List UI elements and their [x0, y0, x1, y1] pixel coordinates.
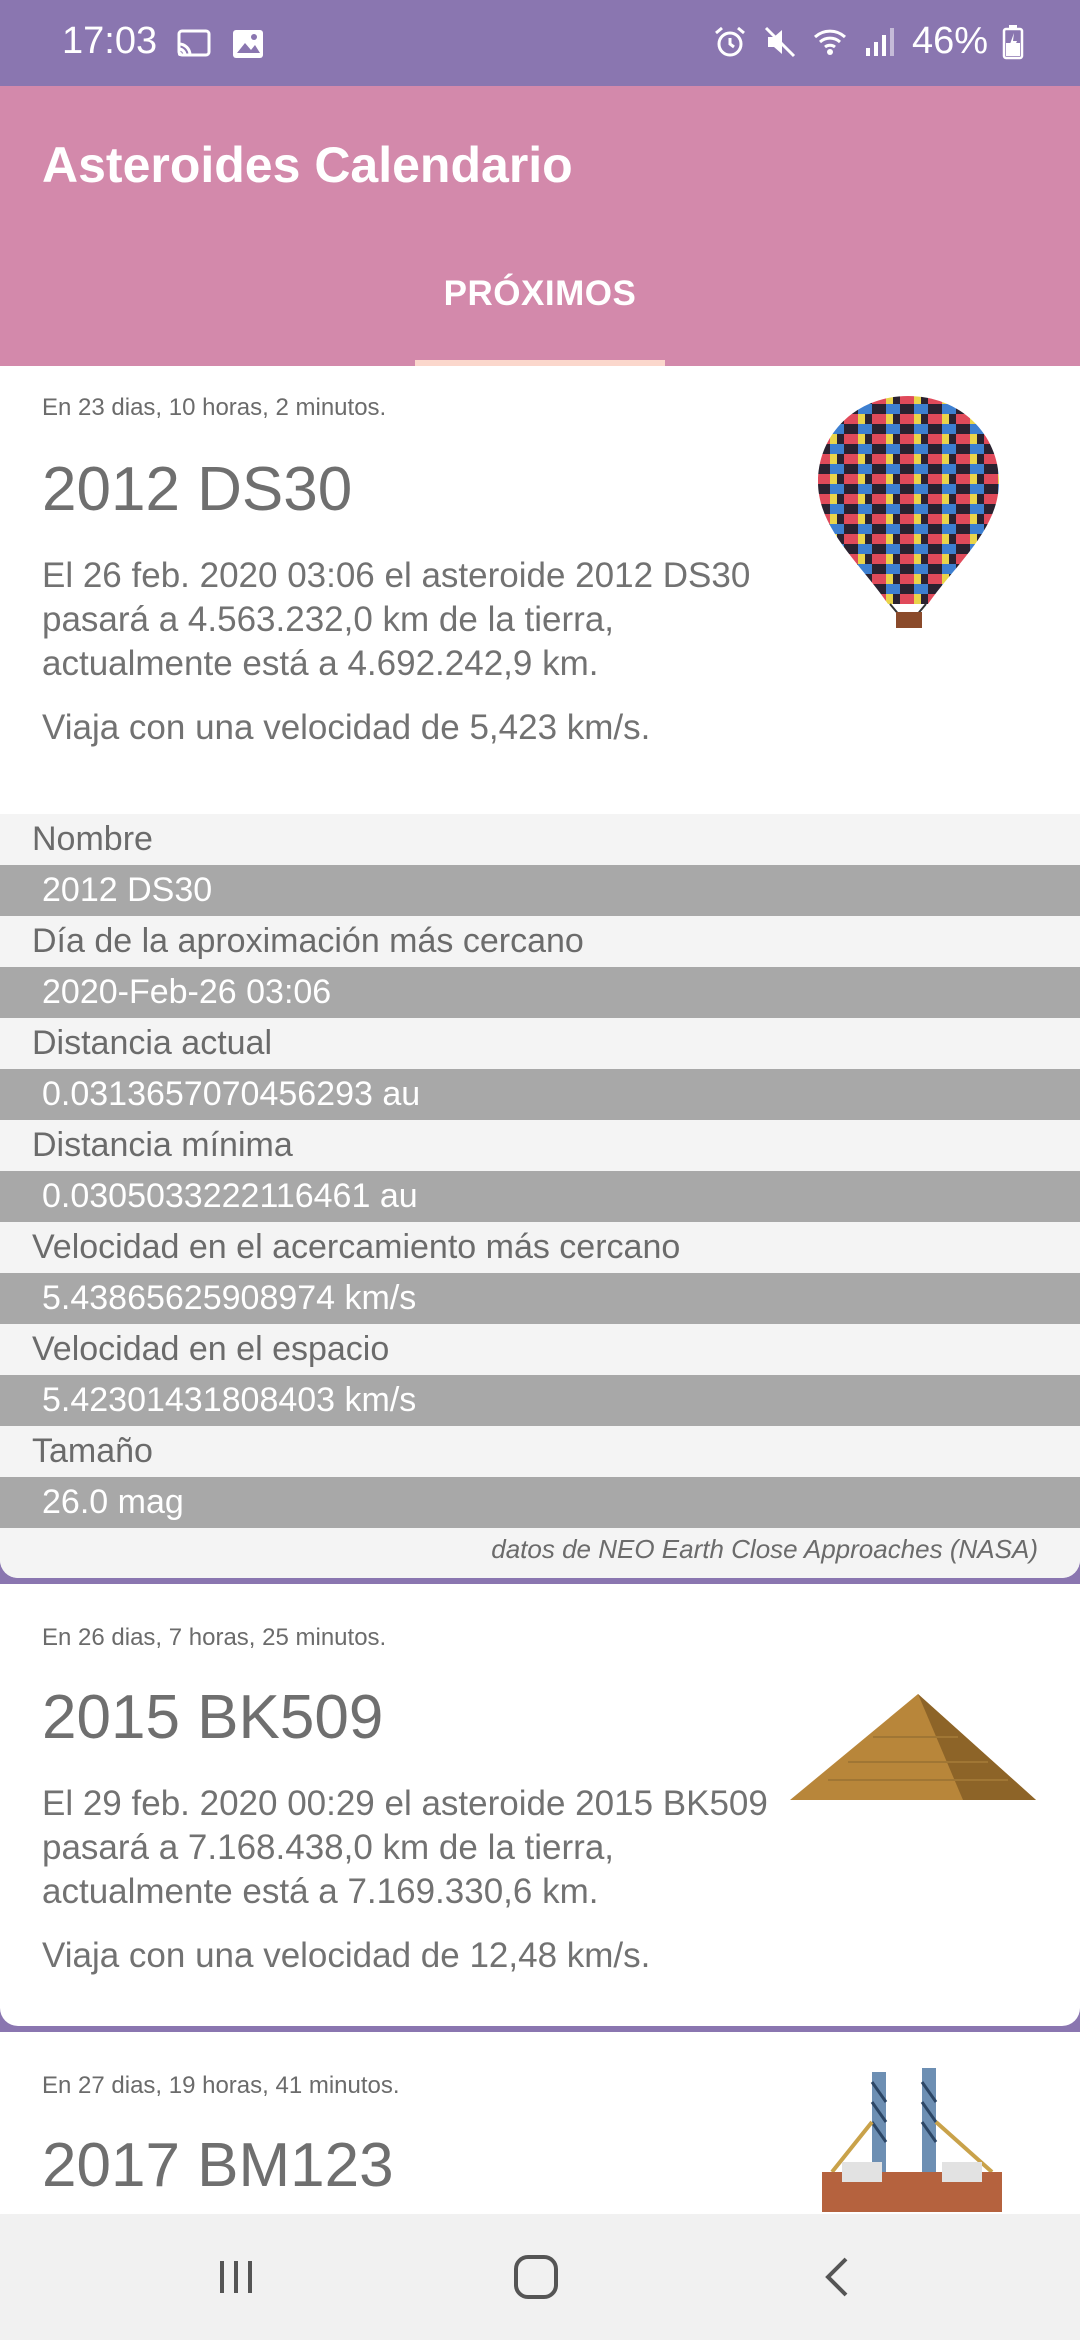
mute-icon: [762, 24, 798, 60]
app-bar: [0, 86, 1080, 366]
battery-percent: 46%: [911, 20, 988, 62]
back-button[interactable]: [800, 2242, 880, 2312]
detail-label: Tamaño: [0, 1426, 1080, 1477]
oil-rig-image: [812, 2062, 1012, 2214]
navigation-bar: [0, 2214, 1080, 2340]
detail-label: Nombre: [0, 814, 1080, 865]
detail-value: 26.0 mag: [0, 1477, 1080, 1528]
hot-air-balloon-image: [816, 394, 1001, 635]
card-speed: Viaja con una velocidad de 5,423 km/s.: [42, 708, 651, 747]
detail-value: 0.0305033222116461 au: [0, 1171, 1080, 1222]
pyramid-image: [788, 1692, 1038, 1807]
detail-label: Distancia actual: [0, 1018, 1080, 1069]
source-note: datos de NEO Earth Close Approaches (NASA): [0, 1528, 1080, 1578]
recent-apps-button[interactable]: [196, 2242, 276, 2312]
asteroid-details: [0, 814, 1080, 1578]
gallery-icon: [230, 26, 266, 62]
back-icon: [816, 2253, 864, 2301]
home-button[interactable]: [496, 2242, 576, 2312]
tab-label: PRÓXIMOS: [443, 274, 637, 313]
asteroid-card[interactable]: [0, 1584, 1080, 2026]
alarm-icon: [712, 24, 748, 60]
detail-value: 5.43865625908974 km/s: [0, 1273, 1080, 1324]
card-countdown: En 26 dias, 7 horas, 25 minutos.: [42, 1624, 387, 1651]
signal-icon: [862, 24, 898, 60]
detail-value: 2020-Feb-26 03:06: [0, 967, 1080, 1018]
wifi-icon: [812, 24, 848, 60]
card-asteroid-name: 2015 BK509: [42, 1683, 384, 1752]
card-countdown: En 23 dias, 10 horas, 2 minutos.: [42, 394, 387, 421]
detail-value: 2012 DS30: [0, 865, 1080, 916]
asteroid-card[interactable]: [0, 2032, 1080, 2214]
asteroid-list[interactable]: [0, 366, 1080, 2214]
card-countdown: En 27 dias, 19 horas, 41 minutos.: [42, 2072, 400, 2099]
asteroid-card[interactable]: [0, 366, 1080, 1578]
card-description: El 26 feb. 2020 03:06 el asteroide 2012 DS30 pasará a 4.563.232,0 km de la tierra, actualmente está a 4.692.242,9 km.: [42, 556, 751, 683]
battery-icon: [1002, 24, 1024, 60]
cast-icon: [176, 26, 212, 62]
home-icon: [510, 2251, 562, 2303]
recent-apps-icon: [212, 2253, 260, 2301]
card-asteroid-name: 2017 BM123: [42, 2131, 394, 2200]
detail-label: Distancia mínima: [0, 1120, 1080, 1171]
app-title: Asteroides Calendario: [42, 137, 573, 193]
detail-label: Velocidad en el acercamiento más cercano: [0, 1222, 1080, 1273]
card-description: El 29 feb. 2020 00:29 el asteroide 2015 BK509 pasará a 7.168.438,0 km de la tierra, actualmente está a 7.169.330,6 km.: [42, 1784, 768, 1911]
detail-label: Día de la aproximación más cercano: [0, 916, 1080, 967]
detail-value: 0.0313657070456293 au: [0, 1069, 1080, 1120]
card-asteroid-name: 2012 DS30: [42, 455, 353, 524]
tab-proximos[interactable]: [415, 270, 665, 366]
status-bar: [0, 0, 1080, 86]
detail-label: Velocidad en el espacio: [0, 1324, 1080, 1375]
detail-value: 5.42301431808403 km/s: [0, 1375, 1080, 1426]
card-speed: Viaja con una velocidad de 12,48 km/s.: [42, 1936, 651, 1975]
status-time: 17:03: [62, 20, 158, 62]
